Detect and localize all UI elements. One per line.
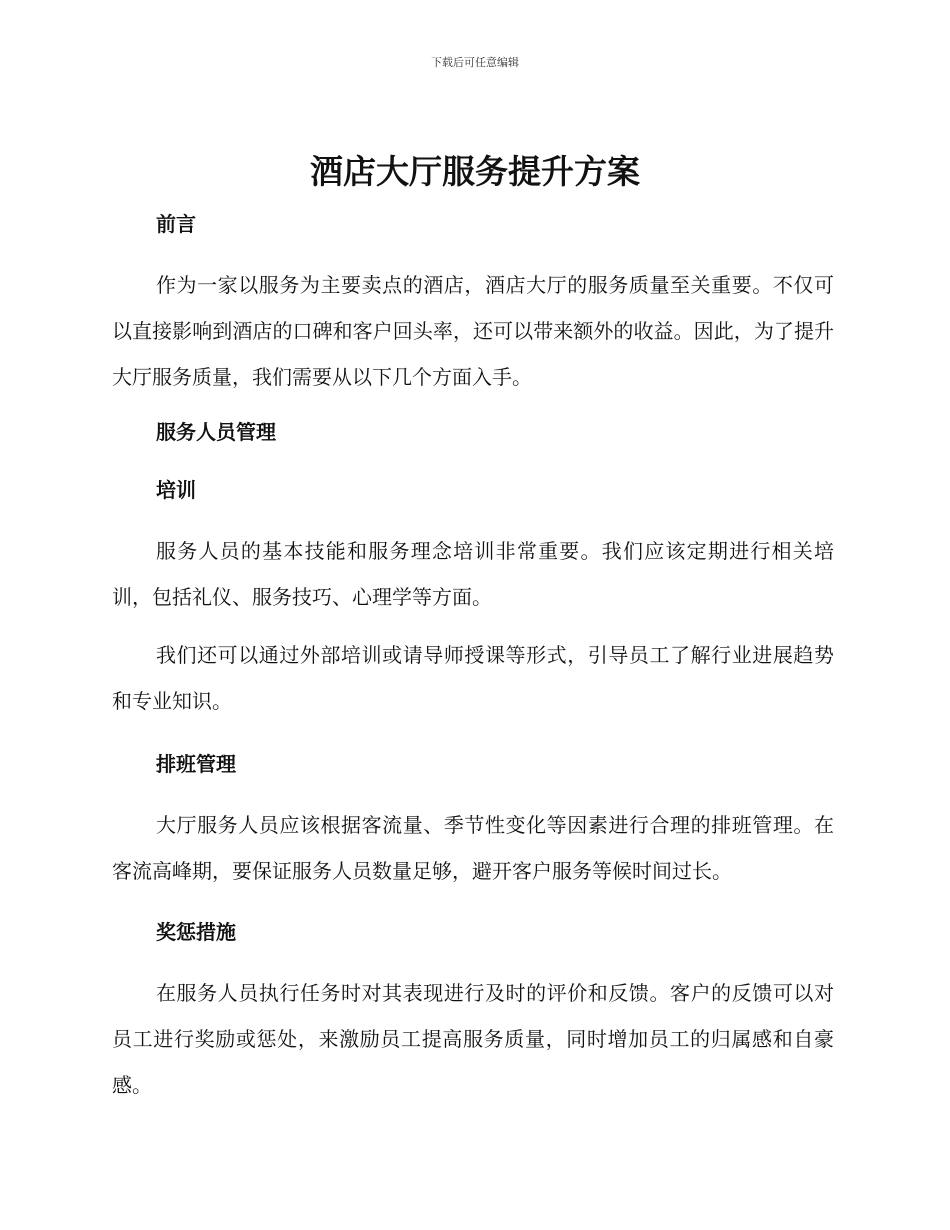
intro-paragraph: 作为一家以服务为主要卖点的酒店，酒店大厅的服务质量至关重要。不仅可以直接影响到酒店的口碑和客户回头率，还可以带来额外的收益。因此，为了提升大厅服务质量，我们需要从以下几个方面入手。	[112, 273, 834, 389]
section-heading-intro: 前言	[156, 212, 196, 236]
training-paragraph-1: 服务人员的基本技能和服务理念培训非常重要。我们应该定期进行相关培训，包括礼仪、服务技巧、心理学等方面。	[112, 539, 834, 609]
training-paragraph-2: 我们还可以通过外部培训或请导师授课等形式，引导员工了解行业进展趋势和专业知识。	[112, 643, 834, 713]
section-heading-schedule: 排班管理	[156, 752, 236, 776]
document-body	[112, 204, 834, 1108]
section-heading-staff: 服务人员管理	[156, 420, 276, 444]
section-heading-reward: 奖惩措施	[156, 920, 236, 944]
header-note: 下载后可任意编辑	[431, 56, 519, 69]
schedule-paragraph: 大厅服务人员应该根据客流量、季节性变化等因素进行合理的排班管理。在客流高峰期，要保证服务人员数量足够，避开客户服务等候时间过长。	[112, 813, 834, 883]
reward-paragraph: 在服务人员执行任务时对其表现进行及时的评价和反馈。客户的反馈可以对员工进行奖励或惩处，来激励员工提高服务质量，同时增加员工的归属感和自豪感。	[112, 981, 834, 1097]
section-heading-training: 培训	[156, 478, 196, 502]
document-title: 酒店大厅服务提升方案	[310, 152, 640, 191]
